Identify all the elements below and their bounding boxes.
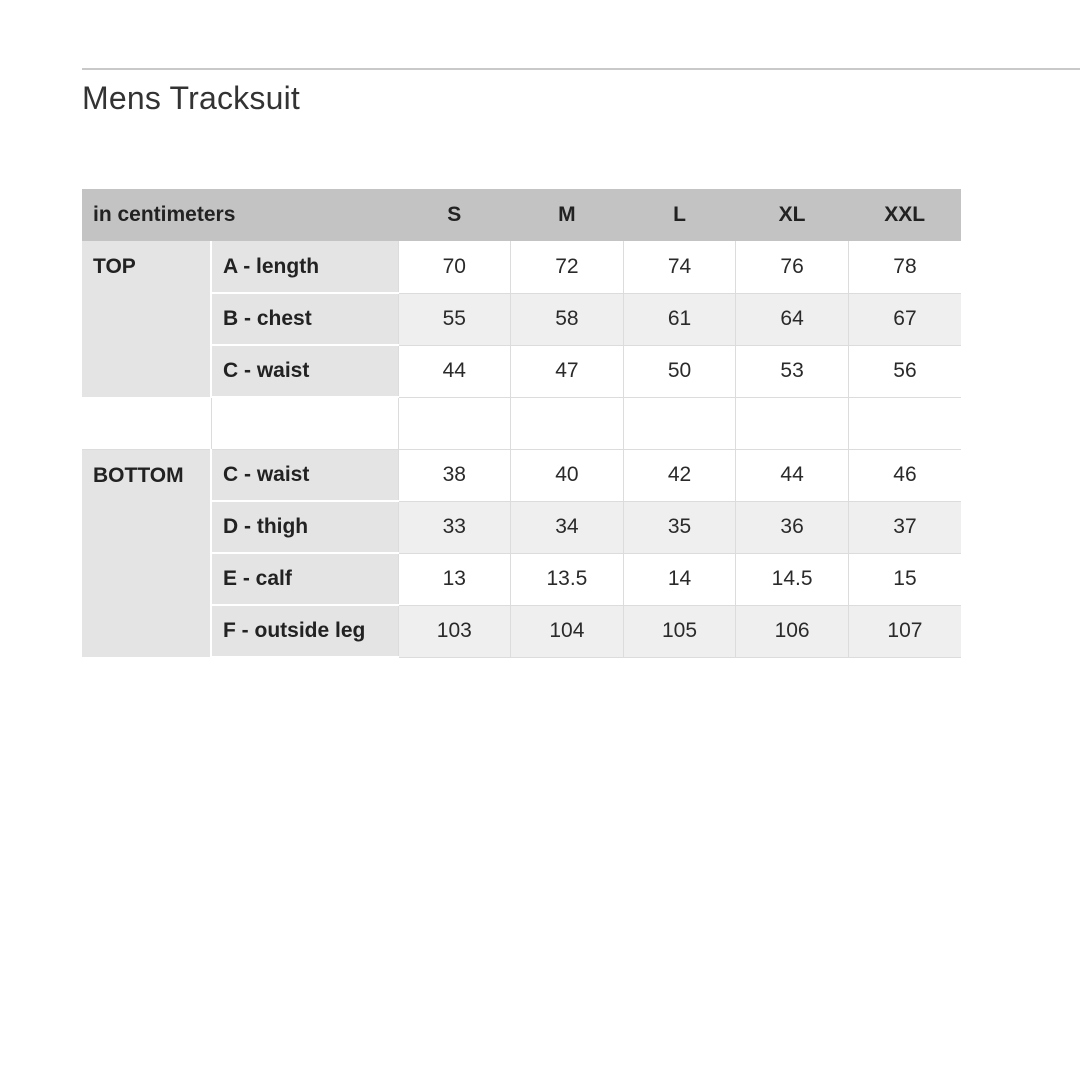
spacer-cell (511, 397, 624, 449)
value-cell: 74 (623, 241, 736, 293)
page-title: Mens Tracksuit (82, 80, 300, 116)
value-cell: 103 (398, 605, 511, 657)
value-cell: 47 (511, 345, 624, 397)
spacer-cell (623, 397, 736, 449)
value-cell: 50 (623, 345, 736, 397)
value-cell: 44 (736, 449, 849, 501)
value-cell: 38 (398, 449, 511, 501)
value-cell: 40 (511, 449, 624, 501)
value-cell: 46 (848, 449, 961, 501)
value-cell: 61 (623, 293, 736, 345)
measure-label: F - outside leg (211, 605, 398, 657)
value-cell: 76 (736, 241, 849, 293)
value-cell: 105 (623, 605, 736, 657)
value-cell: 56 (848, 345, 961, 397)
size-header-l: L (623, 189, 736, 241)
size-header-xl: XL (736, 189, 849, 241)
value-cell: 35 (623, 501, 736, 553)
table-row (82, 605, 961, 657)
value-cell: 107 (848, 605, 961, 657)
measure-label: D - thigh (211, 501, 398, 553)
table-row (82, 345, 961, 397)
table-row (82, 501, 961, 553)
value-cell: 13.5 (511, 553, 624, 605)
table-row (82, 449, 961, 501)
value-cell: 64 (736, 293, 849, 345)
table-header-row (82, 189, 961, 241)
value-cell: 37 (848, 501, 961, 553)
value-cell: 58 (511, 293, 624, 345)
table-row (82, 293, 961, 345)
section-label-bottom: BOTTOM (82, 449, 211, 657)
value-cell: 67 (848, 293, 961, 345)
value-cell: 33 (398, 501, 511, 553)
measure-label: C - waist (211, 449, 398, 501)
spacer-cell (82, 397, 211, 449)
value-cell: 42 (623, 449, 736, 501)
value-cell: 34 (511, 501, 624, 553)
measure-label: A - length (211, 241, 398, 293)
spacer-cell (848, 397, 961, 449)
spacer-row (82, 397, 961, 449)
size-chart-table (82, 189, 961, 658)
section-label-top: TOP (82, 241, 211, 397)
value-cell: 70 (398, 241, 511, 293)
size-header-s: S (398, 189, 511, 241)
spacer-cell (736, 397, 849, 449)
value-cell: 14.5 (736, 553, 849, 605)
unit-label: in centimeters (82, 189, 398, 241)
value-cell: 13 (398, 553, 511, 605)
spacer-cell (398, 397, 511, 449)
value-cell: 53 (736, 345, 849, 397)
value-cell: 78 (848, 241, 961, 293)
table-row (82, 553, 961, 605)
value-cell: 104 (511, 605, 624, 657)
measure-label: B - chest (211, 293, 398, 345)
measure-label: C - waist (211, 345, 398, 397)
size-header-xxl: XXL (848, 189, 961, 241)
value-cell: 36 (736, 501, 849, 553)
value-cell: 106 (736, 605, 849, 657)
value-cell: 72 (511, 241, 624, 293)
value-cell: 44 (398, 345, 511, 397)
top-divider (82, 68, 1080, 70)
size-header-m: M (511, 189, 624, 241)
table-row (82, 241, 961, 293)
value-cell: 14 (623, 553, 736, 605)
spacer-cell (211, 397, 398, 449)
value-cell: 15 (848, 553, 961, 605)
value-cell: 55 (398, 293, 511, 345)
measure-label: E - calf (211, 553, 398, 605)
